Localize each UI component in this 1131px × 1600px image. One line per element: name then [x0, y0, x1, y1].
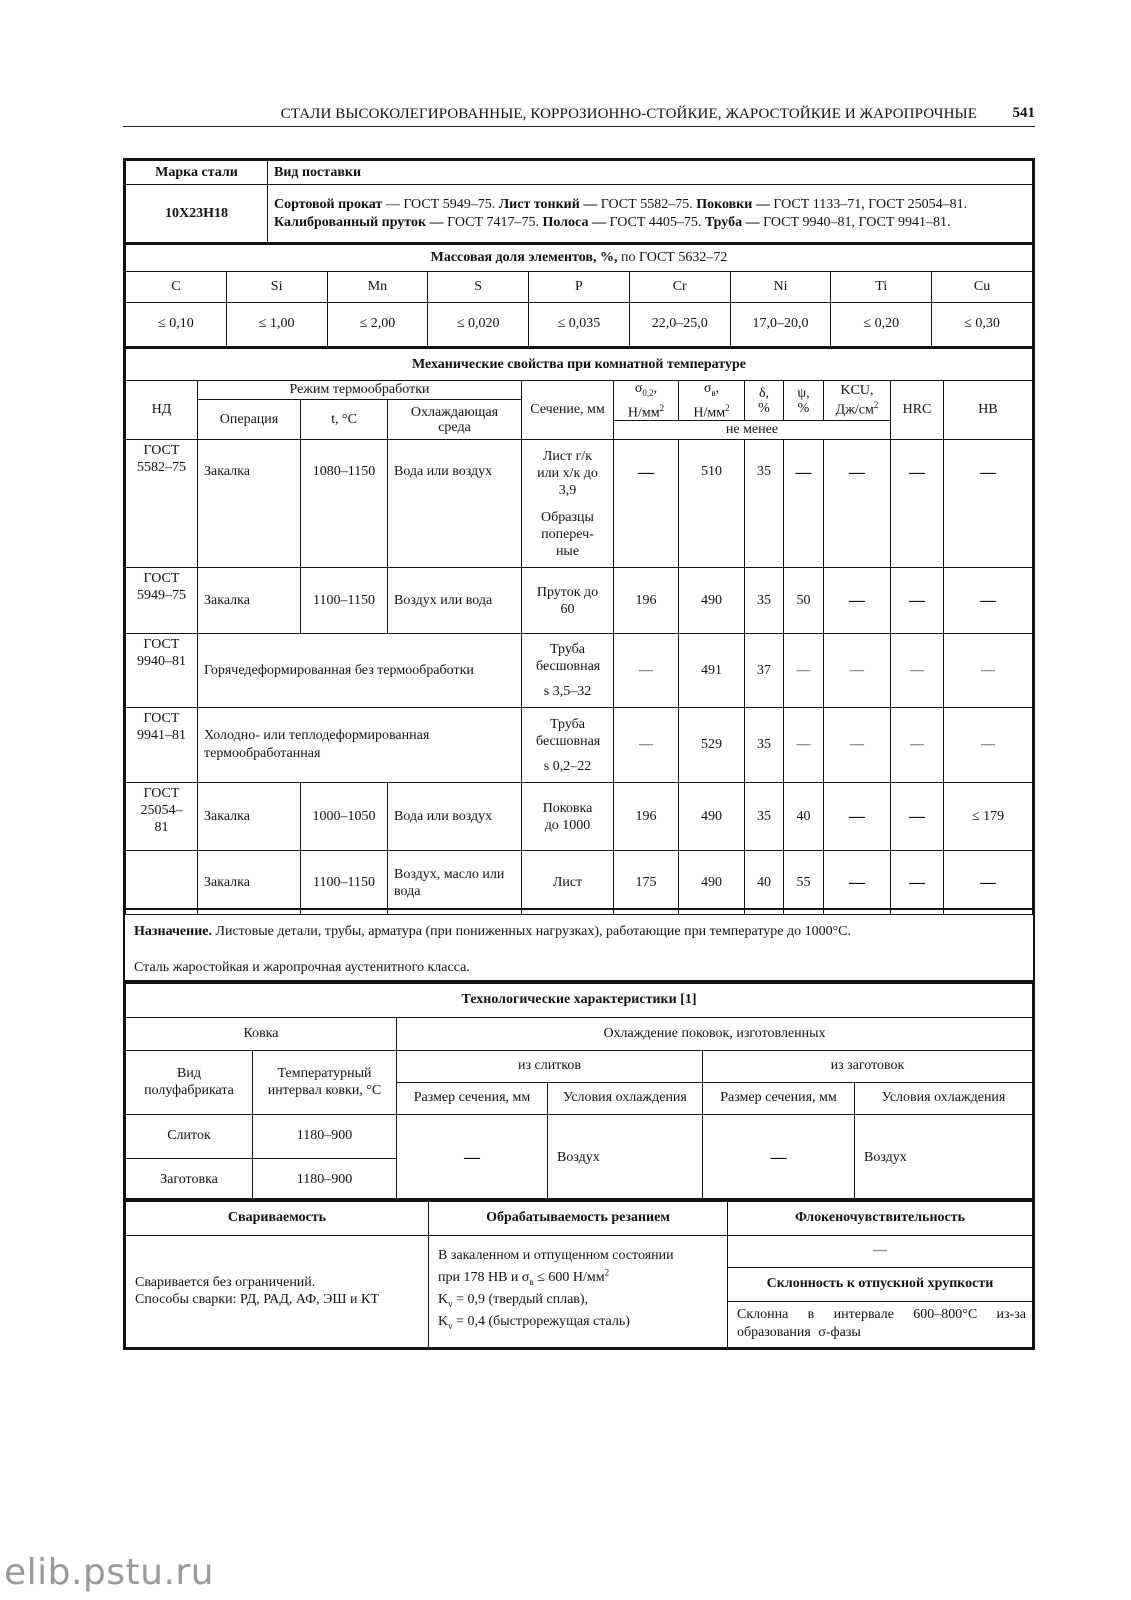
- purpose-body: Листовые детали, трубы, арматура (при пониженных нагрузках), работающие при температуре до 1000°С.: [211, 924, 852, 939]
- temp-value: 1180–900: [253, 1158, 397, 1201]
- value-ti: ≤ 0,20: [831, 302, 932, 346]
- table-row: [126, 1114, 1033, 1158]
- composition-title-bold: Массовая доля элементов, %,: [430, 249, 618, 265]
- tech-title: Технологические характеристики [1]: [126, 983, 1033, 1017]
- row-sb: 491: [679, 634, 745, 708]
- row-hrc: —: [891, 568, 944, 634]
- row-s02: —: [614, 634, 679, 708]
- supply-item: ГОСТ 9940–81, ГОСТ 9941–81.: [759, 214, 951, 230]
- table-row: [126, 440, 1033, 568]
- row-hb: —: [944, 440, 1033, 568]
- row-hb: —: [944, 634, 1033, 708]
- row-psi: 40: [784, 783, 824, 851]
- row-temperature: 1100–1150: [301, 851, 388, 915]
- row-hb: —: [944, 708, 1033, 783]
- col-delta: [745, 381, 784, 421]
- ingot-size-value: —: [397, 1114, 548, 1201]
- row-hrc: —: [891, 634, 944, 708]
- machinability-line: [438, 1314, 630, 1329]
- row-kcu: —: [824, 851, 891, 915]
- supply-item: ГОСТ 7417–75.: [443, 214, 543, 230]
- row-temperature: 1080–1150: [301, 440, 388, 568]
- s02-unit: Н/мм: [627, 405, 660, 421]
- col-kcu: [824, 381, 891, 421]
- col-section: Сечение, мм: [522, 381, 614, 440]
- element-cr: Cr: [629, 271, 730, 302]
- col-min: не менее: [614, 421, 891, 440]
- mechanical-title: Механические свойства при комнатной температуре: [126, 349, 1033, 381]
- machinability-line: [438, 1267, 610, 1287]
- table-row: [126, 634, 1033, 708]
- row-section-note: Образцы попереч-ные: [541, 509, 594, 559]
- row-section-main: Лист г/к или х/к до 3,9: [537, 448, 598, 498]
- row-cooling: Воздух или вода: [388, 568, 522, 634]
- element-si: Si: [226, 271, 327, 302]
- mechanical-block: [123, 346, 1035, 915]
- supply-item: ГОСТ 1133–71, ГОСТ 25054–81.: [769, 196, 968, 212]
- row-delta: 35: [745, 783, 784, 851]
- sb-symbol: σ: [703, 381, 712, 396]
- row-hb: —: [944, 568, 1033, 634]
- supply-item: Поковки —: [696, 196, 770, 212]
- supply-item: ГОСТ 5582–75.: [597, 196, 697, 212]
- machinability-title: Обрабатываемость резанием: [429, 1201, 728, 1235]
- row-cooling: Вода или воздух: [388, 440, 522, 568]
- row-hrc: —: [891, 708, 944, 783]
- row-nd: ГОСТ 25054–81: [126, 783, 198, 851]
- row-s02: 175: [614, 851, 679, 915]
- row-section: Лист: [522, 851, 614, 915]
- kcu-unit: Дж/см: [835, 403, 874, 419]
- row-nd: ГОСТ 5949–75: [126, 568, 198, 634]
- ingots-header: из слитков: [397, 1050, 703, 1082]
- row-sb: 529: [679, 708, 745, 783]
- row-section: Пруток до 60: [522, 568, 614, 634]
- row-hb: ≤ 179: [944, 783, 1033, 851]
- tech-block: [123, 980, 1035, 1202]
- page-number: 541: [1012, 105, 1035, 121]
- supply-item: Лист тонкий —: [498, 196, 598, 212]
- row-nd: [126, 851, 198, 915]
- mach-l3-sub: v: [448, 1298, 453, 1309]
- purpose-note: Сталь жаростойкая и жаропрочная аустенитного класса.: [134, 960, 470, 975]
- row-operation: Холодно- или теплодеформированная термообработанная: [198, 708, 522, 783]
- kcu-unit-exp: 2: [873, 400, 879, 411]
- machinability-line: [438, 1292, 588, 1307]
- s02-symbol: σ: [634, 381, 643, 396]
- temper-title: Склонность к отпускной хрупкости: [728, 1267, 1033, 1301]
- ingot-cond-value: Воздух: [548, 1114, 703, 1201]
- flake-value: —: [728, 1235, 1033, 1267]
- col-nd: НД: [126, 381, 198, 440]
- forging-header: Ковка: [126, 1017, 397, 1050]
- delta-unit: %: [758, 400, 770, 416]
- table-row: [126, 568, 1033, 634]
- sb-unit-exp: 2: [725, 402, 730, 413]
- supply-item: Калиброванный пруток —: [274, 214, 444, 230]
- grade-label: Марка стали: [126, 161, 268, 185]
- flake-title: Флокеночувствительность: [728, 1201, 1033, 1235]
- temper-text: Склонна в интервале 600–800°С из-за образования σ-фазы: [728, 1301, 1033, 1347]
- row-operation: Закалка: [198, 851, 301, 915]
- value-p: ≤ 0,035: [529, 302, 630, 346]
- row-section-main: Труба бесшовная: [536, 642, 601, 675]
- mach-l2-sub: в: [529, 1276, 534, 1287]
- col-cooling: Охлаждающая среда: [388, 400, 522, 440]
- purpose-text: [134, 924, 851, 940]
- supply-item: Полоса —: [542, 214, 606, 230]
- bottom-block: [123, 1198, 1035, 1350]
- row-section-note: s 0,2–22: [543, 758, 592, 774]
- row-operation: Закалка: [198, 568, 301, 634]
- row-s02: —: [614, 708, 679, 783]
- col-hrc: HRC: [891, 381, 944, 440]
- row-kcu: —: [824, 783, 891, 851]
- row-delta: 35: [745, 440, 784, 568]
- value-s: ≤ 0,020: [428, 302, 529, 346]
- purpose-block: [123, 908, 1035, 980]
- row-s02: —: [614, 440, 679, 568]
- row-sb: 490: [679, 783, 745, 851]
- billets-header: из заготовок: [703, 1050, 1033, 1082]
- row-cooling: Вода или воздух: [388, 783, 522, 851]
- row-delta: 35: [745, 708, 784, 783]
- row-hrc: —: [891, 440, 944, 568]
- mach-l4-a: K: [438, 1313, 449, 1329]
- row-psi: 55: [784, 851, 824, 915]
- row-sb: 490: [679, 851, 745, 915]
- billet-cond-value: Воздух: [855, 1114, 1033, 1201]
- mach-l2-sup: 2: [604, 1267, 610, 1278]
- table-row: [126, 783, 1033, 851]
- mach-l2-b: ≤ 600 Н/мм: [533, 1270, 605, 1286]
- semi-header: Вид полуфабриката: [126, 1050, 253, 1114]
- delta-label: δ,: [758, 385, 770, 401]
- row-delta: 35: [745, 568, 784, 634]
- row-sb: 490: [679, 568, 745, 634]
- s02-unit-exp: 2: [659, 402, 665, 413]
- element-ti: Ti: [831, 271, 932, 302]
- row-cooling: Воздух, масло или вода: [388, 851, 522, 915]
- value-ni: 17,0–20,0: [730, 302, 831, 346]
- row-section: Поковка до 1000: [522, 783, 614, 851]
- billet-size-value: —: [703, 1114, 855, 1201]
- row-hrc: —: [891, 783, 944, 851]
- row-section-note: s 3,5–32: [543, 684, 592, 700]
- element-c: C: [126, 271, 227, 302]
- element-p: P: [529, 271, 630, 302]
- composition-title: [126, 244, 1033, 271]
- mach-l3-b: = 0,9 (твердый сплав),: [452, 1291, 589, 1307]
- row-section-main: Труба бесшовная: [536, 716, 601, 749]
- value-mn: ≤ 2,00: [327, 302, 428, 346]
- semi-value: Слиток: [126, 1114, 253, 1158]
- ingot-cond-header: Условия охлаждения: [548, 1082, 703, 1114]
- row-psi: —: [784, 440, 824, 568]
- supply-text: [268, 185, 1033, 243]
- row-kcu: —: [824, 440, 891, 568]
- temp-header: Температурный интервал ковки, °С: [253, 1050, 397, 1114]
- row-temperature: 1000–1050: [301, 783, 388, 851]
- row-delta: 40: [745, 851, 784, 915]
- weldability-line: Способы сварки: РД, РАД, АФ, ЭШ и КТ: [135, 1292, 379, 1307]
- purpose-label: Назначение.: [134, 924, 212, 939]
- mach-l3-a: K: [438, 1291, 449, 1307]
- supply-label: Вид поставки: [268, 161, 1033, 185]
- weldability-title: Свариваемость: [126, 1201, 429, 1235]
- row-temperature: 1100–1150: [301, 568, 388, 634]
- element-cu: Cu: [932, 271, 1033, 302]
- row-kcu: —: [824, 634, 891, 708]
- row-nd: ГОСТ 9940–81: [126, 634, 198, 708]
- row-operation: Закалка: [198, 783, 301, 851]
- col-psi: [784, 381, 824, 421]
- col-s02: $\sigma_{0,2}$, $Н/мм^2$: [614, 381, 679, 421]
- running-head-title: СТАЛИ ВЫСОКОЛЕГИРОВАННЫЕ, КОРРОЗИОННО-СТОЙКИЕ, ЖАРОСТОЙКИЕ И ЖАРОПРОЧНЫЕ: [280, 106, 977, 122]
- value-cu: ≤ 0,30: [932, 302, 1033, 346]
- billet-size-header: Размер сечения, мм: [703, 1082, 855, 1114]
- semi-value: Заготовка: [126, 1158, 253, 1201]
- billet-cond-header: Условия охлаждения: [855, 1082, 1033, 1114]
- ingot-size-header: Размер сечения, мм: [397, 1082, 548, 1114]
- row-section: [522, 634, 614, 708]
- col-mode: Режим термообработки: [198, 381, 522, 400]
- row-kcu: —: [824, 708, 891, 783]
- value-c: ≤ 0,10: [126, 302, 227, 346]
- mach-l2-a: при 178 НВ и σ: [438, 1270, 530, 1286]
- element-mn: Mn: [327, 271, 428, 302]
- weldability-text: [126, 1235, 429, 1347]
- row-operation: Горячедеформированная без термообработки: [198, 634, 522, 708]
- row-operation: Закалка: [198, 440, 301, 568]
- machinability-text: [429, 1235, 728, 1347]
- mach-l4-sub: v: [448, 1320, 453, 1331]
- temp-value: 1180–900: [253, 1114, 397, 1158]
- sb-sub: в: [711, 387, 716, 398]
- supply-item: Труба —: [704, 214, 760, 230]
- element-ni: Ni: [730, 271, 831, 302]
- row-hrc: —: [891, 851, 944, 915]
- table-row: [126, 851, 1033, 915]
- row-nd: ГОСТ 9941–81: [126, 708, 198, 783]
- value-cr: 22,0–25,0: [629, 302, 730, 346]
- cooling-header: Охлаждение поковок, изготовленных: [397, 1017, 1033, 1050]
- supply-item: Сортовой прокат: [274, 196, 383, 212]
- row-kcu: —: [824, 568, 891, 634]
- s02-sub: 0,2: [642, 387, 654, 398]
- supply-item: ГОСТ 4405–75.: [605, 214, 705, 230]
- running-head: [123, 104, 1035, 127]
- row-psi: —: [784, 708, 824, 783]
- psi-label: ψ,: [797, 385, 810, 401]
- supply-item: — ГОСТ 5949–75.: [382, 196, 499, 212]
- element-s: S: [428, 271, 529, 302]
- sb-unit: Н/мм: [693, 405, 726, 421]
- watermark: elib.pstu.ru: [4, 1552, 215, 1593]
- psi-unit: %: [797, 400, 810, 416]
- col-temperature: t, °С: [301, 400, 388, 440]
- col-hb: HB: [944, 381, 1033, 440]
- kcu-label: KCU,: [840, 383, 874, 399]
- composition-title-rest: по ГОСТ 5632–72: [617, 249, 728, 265]
- col-operation: Операция: [198, 400, 301, 440]
- row-nd: ГОСТ 5582–75: [126, 440, 198, 568]
- row-psi: 50: [784, 568, 824, 634]
- row-section: [522, 440, 614, 568]
- row-section: [522, 708, 614, 783]
- row-delta: 37: [745, 634, 784, 708]
- row-sb: 510: [679, 440, 745, 568]
- machinability-line: В закаленном и отпущенном состоянии: [438, 1248, 674, 1264]
- table-row: [126, 708, 1033, 783]
- steel-grade: 10Х23Н18: [126, 185, 268, 243]
- row-psi: —: [784, 634, 824, 708]
- weldability-line: Сваривается без ограничений.: [135, 1275, 316, 1290]
- col-sb: $\sigma_в$, $Н/мм^2$: [679, 381, 745, 421]
- mach-l4-b: = 0,4 (быстрорежущая сталь): [452, 1313, 630, 1329]
- header-block: [123, 158, 1035, 347]
- value-si: ≤ 1,00: [226, 302, 327, 346]
- row-s02: 196: [614, 568, 679, 634]
- row-s02: 196: [614, 783, 679, 851]
- row-hb: —: [944, 851, 1033, 915]
